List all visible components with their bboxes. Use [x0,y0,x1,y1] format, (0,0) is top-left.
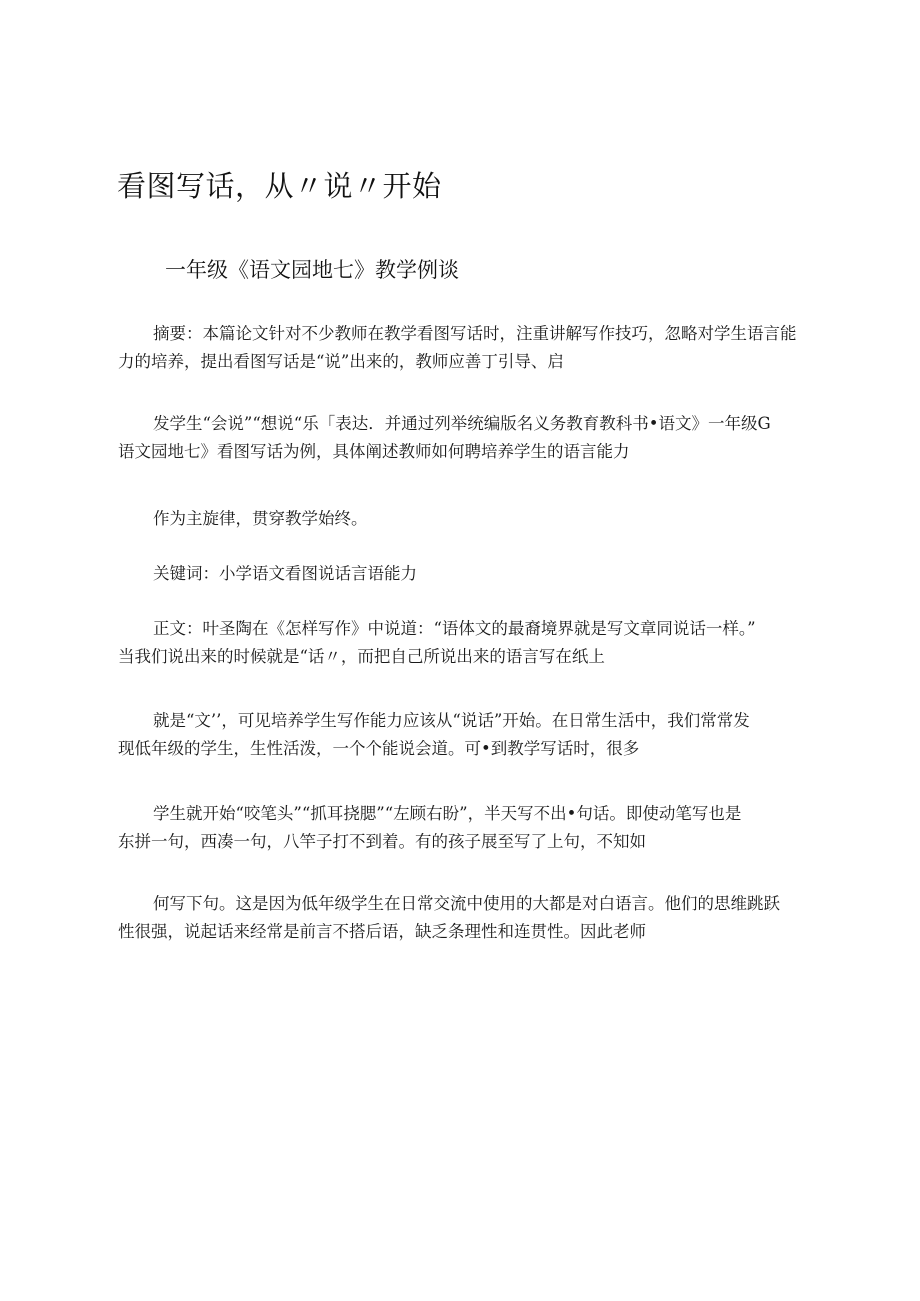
text-line: 关键词：小学语文看图说话言语能力 [153,564,417,583]
text-line: 语文园地七》看图写话为例，具体阐述教师如何聘培养学生的语言能力 [118,442,630,461]
body-paragraph [118,890,808,946]
document-title: 看图写话，从〃说〃开始 [117,169,442,203]
text-line: 东拼一句，西凑一句，八竿子打不到着。有的孩子展至写了上句，不知如 [118,832,646,851]
text-line: 力的培养，提出看图写话是“说”出来的，教师应善丁引导、启 [118,352,564,371]
text-line: 就是“文’’，可见培养学生写作能力应该从“说话”开始。在日常生活中，我们常常发 [153,711,750,730]
body-paragraph [118,615,808,671]
text-line: 性很强，说起话来经常是前言不搭后语，缺乏条理性和连贯性。因此老师 [118,922,646,941]
document-subtitle: 一年级《语文园地七》教学例谈 [165,258,459,282]
text-line: 现低年级的学生，生性活泼，一个个能说会道。可•到教学写话时，很多 [118,739,640,758]
text-line: 发学生“会说”“想说“乐「表达．并通过列举统编版名义务教育教科书•语文》一年级G [153,414,771,433]
text-line: 作为主旋律，贯穿教学始终。 [153,509,368,528]
body-paragraph [118,707,808,763]
body-paragraph [118,800,808,856]
abstract-paragraph [118,320,808,376]
abstract-continuation-paragraph [118,410,808,466]
keywords-paragraph [118,560,808,588]
text-line: 摘要：本篇论文针对不少教师在教学看图写话时，注重讲解写作技巧，忽略对学生语言能 [153,324,797,343]
abstract-ending-paragraph [118,505,808,533]
text-line: 学生就开始“咬笔头”“抓耳挠腮”“左顾右盼”，半天写不出•句话。即使动笔写也是 [153,804,742,823]
text-line: 何写下句。这是因为低年级学生在日常交流中使用的大都是对白语言。他们的思维跳跃 [153,894,780,913]
text-line: 当我们说出来的时候就是“话〃，而把自己所说出来的语言写在纸上 [118,647,605,666]
text-line: 正文：叶圣陶在《怎样写作》中说道：“语体文的最裔境界就是写文章同说话一样。” [153,619,756,638]
